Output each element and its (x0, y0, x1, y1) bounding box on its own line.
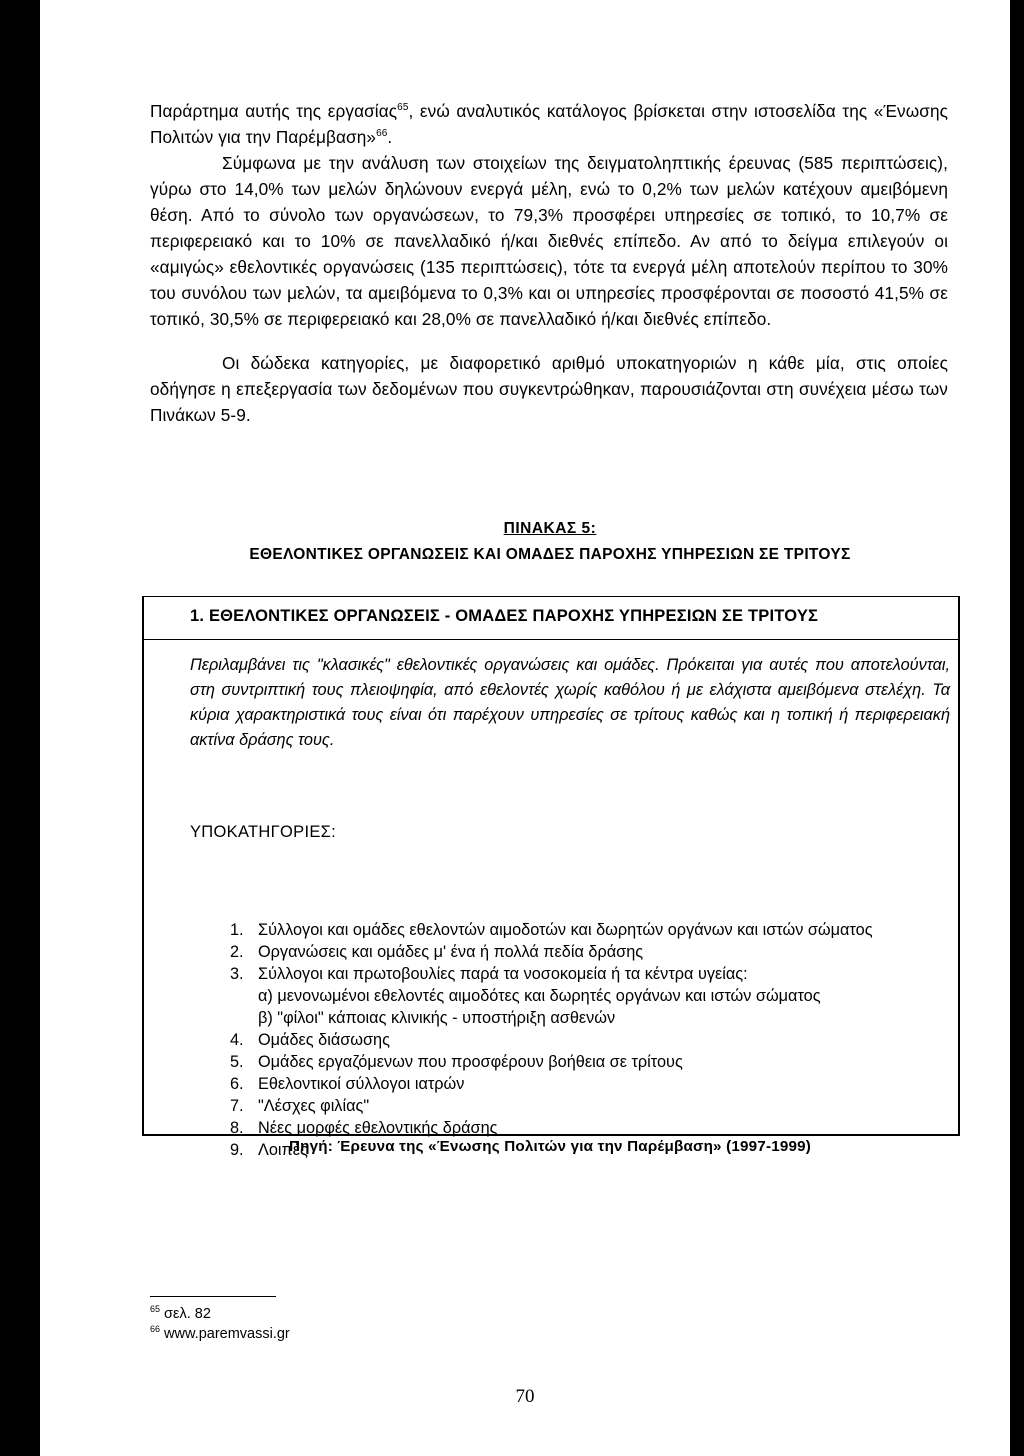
list-item: 3. Σύλλογοι και πρωτοβουλίες παρά τα νοσοκομεία ή τα κέντρα υγείας: (230, 965, 748, 983)
paragraph-1: Παράρτημα αυτής της εργασίας$^{65}$, ενώ αναλυτικός κατάλογος βρίσκεται στην ιστοσελίδα της «Ένωσης Πολιτών για την Παρέμβαση»$^{66}$. (150, 101, 948, 147)
footnote-66: $^{66}$ www.paremvassi.gr (150, 1324, 290, 1342)
footnote-65: $^{65}$ σελ. 82 (150, 1304, 211, 1322)
list-item: 4. Ομάδες διάσωσης (230, 1031, 390, 1049)
paragraph-3: Οι δώδεκα κατηγορίες, με διαφορετικό αριθμό υποκατηγοριών η κάθε μία, στις οποίες οδήγησε η επεξεργασία των δεδομένων που συγκεντρώθηκαν, παρουσιάζονται στη συνέχεια μέσω των Πινάκων 5-9. (150, 353, 948, 425)
list-item: 6. Εθελοντικοί σύλλογοι ιατρών (230, 1075, 465, 1093)
list-item: 9. Λοιπές (230, 1141, 308, 1159)
body-text (150, 98, 948, 428)
table-title: ΕΘΕΛΟΝΤΙΚΕΣ ΟΡΓΑΝΩΣΕΙΣ ΚΑΙ ΟΜΑΔΕΣ ΠΑΡΟΧΗΣ ΥΠΗΡΕΣΙΩΝ ΣΕ ΤΡΙΤΟΥΣ (249, 546, 851, 563)
table-caption (150, 520, 950, 564)
list-item: 8. Νέες μορφές εθελοντικής δράσης (230, 1119, 498, 1137)
category-header (144, 597, 958, 640)
table-number: ΠΙΝΑΚΑΣ 5: (503, 520, 597, 537)
footnote-ref-66: 66 (376, 128, 388, 139)
document-page (40, 0, 1010, 1456)
list-item: 7. "Λέσχες φιλίας" (230, 1097, 370, 1115)
list-item: α) μενονωμένοι εθελοντές αιμοδότες και δωρητές οργάνων και ιστών σώματος (258, 987, 821, 1005)
subcategories-label: ΥΠΟΚΑΤΗΓΟΡΙΕΣ: (190, 823, 337, 841)
paragraph-2: Σύμφωνα με την ανάλυση των στοιχείων της δειγματοληπτικής έρευνας (585 περιπτώσεις), γύρω στο 14,0% των μελών δηλώνουν ενεργά μέλη, ενώ το 0,2% των μελών κατέχουν αμειβόμενη θέση. Από το σύνολο των οργανώσεων, το 79,3% προσφέρει υπηρεσίες σε τοπικό, το 10,7% σε περιφερειακό και το 10% σε πανελλαδικό ή/και διεθνές επίπεδο. Αν από το δείγμα επιλεγούν οι «αμιγώς» εθελοντικές οργανώσεις (135 περιπτώσεις), τότε τα ενεργά μέλη αποτελούν περίπου το 30% του συνόλου των μελών, τα αμειβόμενα το 0,3% και οι υπηρεσίες προσφέρονται σε ποσοστό 41,5% σε τοπικό, 30,5% σε περιφερειακό και 28,0% σε πανελλαδικό ή/και διεθνές επίπεδο. (150, 153, 948, 329)
list-item: 1. Σύλλογοι και ομάδες εθελοντών αιμοδοτών και δωρητών οργάνων και ιστών σώματος (230, 921, 873, 939)
footnote-divider (150, 1296, 276, 1297)
list-item: β) "φίλοι" κάποιας κλινικής - υποστήριξη ασθενών (258, 1009, 616, 1027)
page-number: 70 (515, 1386, 535, 1407)
list-item: 2. Οργανώσεις και ομάδες μ' ένα ή πολλά πεδία δράσης (230, 943, 644, 961)
category-heading: 1. ΕΘΕΛΟΝΤΙΚΕΣ ΟΡΓΑΝΩΣΕΙΣ - ΟΜΑΔΕΣ ΠΑΡΟΧΗΣ ΥΠΗΡΕΣΙΩΝ ΣΕ ΤΡΙΤΟΥΣ (190, 607, 819, 625)
subcategory-list (230, 919, 950, 1161)
footnote-ref-65: 65 (397, 102, 409, 113)
category-description: Περιλαμβάνει τις "κλασικές" εθελοντικές οργανώσεις και ομάδες. Πρόκειται για αυτές που αποτελούνται, στη συντριπτική τους πλειοψηφία, από εθελοντές χωρίς καθόλου ή με ελάχιστα αμειβόμενα στελέχη. Τα κύρια χαρακτηριστικά τους είναι ότι παρέχουν υπηρεσίες σε τρίτους καθώς και η τοπική ή περιφερειακή ακτίνα δράσης τους. (190, 656, 950, 749)
table-source: Πηγή: Έρευνα της «Ένωσης Πολιτών για την Παρέμβαση» (1997-1999) (288, 1138, 812, 1155)
footnotes (150, 1304, 290, 1344)
list-item: 5. Ομάδες εργαζόμενων που προσφέρουν βοήθεια σε τρίτους (230, 1053, 683, 1071)
